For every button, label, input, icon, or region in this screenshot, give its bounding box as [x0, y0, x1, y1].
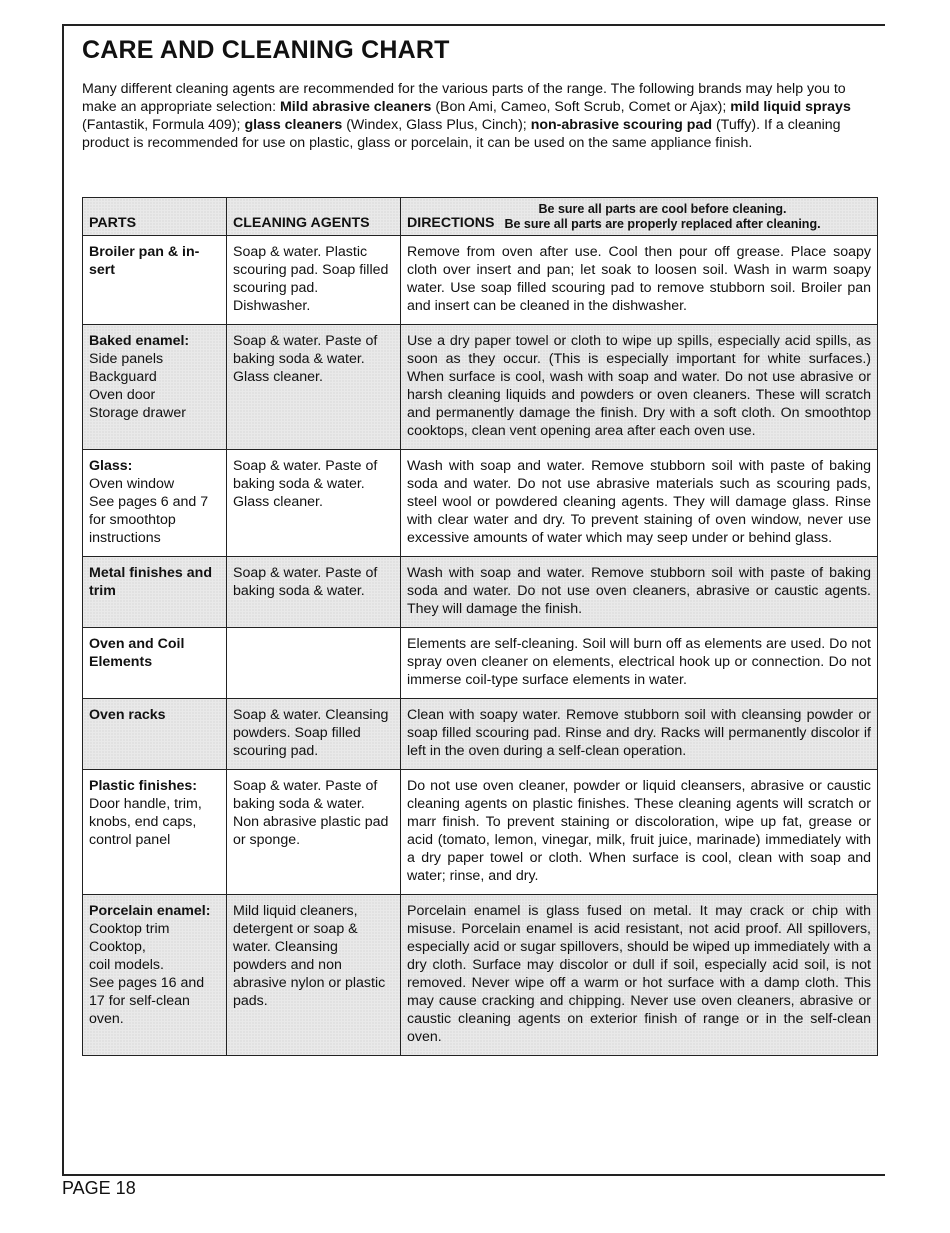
cleaning-agents-cell [227, 628, 401, 699]
cleaning-agents-cell: Soap & water. Cleansing powders. Soap filled scouring pad. [227, 699, 401, 770]
cleaning-agents-cell: Soap & water. Paste of baking soda & water. Glass cleaner. [227, 450, 401, 557]
part-item: Oven door [89, 387, 156, 403]
table-row [83, 895, 878, 1056]
top-rule [62, 24, 885, 26]
directions-cell: Remove from oven after use. Cool then pour off grease. Place soapy cloth over insert and pan; let soak to loosen soil. Wash in warm soapy water. Use soap filled scouring pad to remove stubborn soil. Broiler pan and insert can be cleaned in the dishwasher. [401, 236, 878, 325]
cleaning-agents-cell: Soap & water. Paste of baking soda & water. Glass cleaner. [227, 325, 401, 450]
part-cell [83, 628, 227, 699]
part-cell [83, 770, 227, 895]
table-row [83, 450, 878, 557]
part-name: Glass: [89, 458, 133, 474]
directions-cell: Wash with soap and water. Remove stubborn soil with paste of baking soda and water. Do not use abrasive materials such as scouring pads, steel wool or powdered cleaning agents. They will damage glass. Rinse with clear water and dry. To prevent staining of oven window, never use excessive amounts of water which may seep under or behind glass. [401, 450, 878, 557]
directions-cell: Elements are self-cleaning. Soil will burn off as elements are used. Do not spray oven cleaner on elements, electrical hook up or connection. Do not immerse coil-type surface elements in water. [401, 628, 878, 699]
directions-cell: Do not use oven cleaner, powder or liquid cleansers, abrasive or caustic cleaning agents on plastic finishes. These cleaning agents will scratch or marr finish. To prevent staining or discoloration, wipe up fat, grease or acid (tomato, lemon, vinegar, milk, fruit juice, marinade) immediately with a dry paper towel or cloth. When surface is cool, clean with soap and water; rinse, and dry. [401, 770, 878, 895]
intro-bold-glass-cleaners: glass cleaners [244, 117, 343, 133]
part-item: See pages 16 and 17 for self-clean oven. [89, 975, 205, 1027]
header-note-replaced: Be sure all parts are properly replaced after cleaning. [504, 217, 821, 231]
part-name: Oven and Coil Elements [89, 636, 185, 670]
directions-cell: Use a dry paper towel or cloth to wipe up spills, especially acid spills, as soon as they occur. (This is especially important for white surfaces.) When surface is cool, wash with soap and water. Do not use abrasive or harsh cleaning liquids and powders or oven cleaners. These will scratch and permanently damage the finish. Dry with a soft cloth. On smoothtop cooktops, clean vent opening area after each oven use. [401, 325, 878, 450]
part-item: Cooktop trim [89, 921, 170, 937]
table-row [83, 628, 878, 699]
part-cell [83, 699, 227, 770]
intro-bold-mild-abrasive: Mild abrasive cleaners [279, 99, 432, 115]
intro-bold-scouring-pad: non-abrasive scouring pad [530, 117, 713, 133]
cleaning-chart-table [82, 197, 878, 1056]
directions-cell: Wash with soap and water. Remove stubborn soil with paste of baking soda and water. Do not use oven cleaners, abrasive or caustic agents. They will damage the finish. [401, 557, 878, 628]
directions-cell: Porcelain enamel is glass fused on metal. It may crack or chip with misuse. Porcelain enamel is acid resistant, not acid proof. All spillovers, especially acid or sugar spillovers, should be wiped up immediately with a dry cloth. Surface may discolor or dull if soil, especially acid soil, is not removed. Never wipe off a warm or hot surface with a damp cloth. This may cause cracking and chipping. Never use oven cleaners, abrasive or caustic cleaning agents on exterior finish of range or in the self-clean oven. [401, 895, 878, 1056]
part-item: See pages 6 and 7 for smoothtop instructions [89, 494, 209, 546]
directions-cell: Clean with soapy water. Remove stubborn soil with cleansing powder or soap filled scouring pad. Rinse and dry. Racks will permanently discolor if left in the oven during a self-clean operation. [401, 699, 878, 770]
part-cell [83, 450, 227, 557]
table-header-row [83, 198, 878, 236]
part-cell [83, 236, 227, 325]
part-item: Door handle, trim, knobs, end caps, control panel [89, 796, 202, 848]
left-rule [62, 24, 64, 1176]
header-notes [504, 202, 820, 232]
part-cell [83, 325, 227, 450]
page-number: PAGE 18 [62, 1178, 136, 1198]
part-name: Metal finishes and trim [89, 565, 212, 599]
header-cleaning-agents: CLEANING AGENTS [227, 198, 401, 236]
table-body [83, 236, 878, 1056]
intro-text-3: (Fantastik, Formula 409); [82, 117, 245, 133]
part-name: Porcelain enamel: [89, 903, 211, 919]
table-row [83, 325, 878, 450]
part-name: Plastic finishes: [89, 778, 198, 794]
page-title: CARE AND CLEANING CHART [82, 36, 450, 64]
part-item: Backguard [89, 369, 157, 385]
table-row [83, 557, 878, 628]
header-directions: DIRECTIONS [407, 215, 495, 231]
part-item: Storage drawer [89, 405, 186, 421]
cleaning-agents-cell: Soap & water. Plastic scouring pad. Soap filled scouring pad. Dishwasher. [227, 236, 401, 325]
table-row [83, 770, 878, 895]
part-item: Oven window [89, 476, 175, 492]
part-name: Broiler pan & in-sert [89, 244, 200, 278]
cleaning-agents-cell: Soap & water. Paste of baking soda & water. Non abrasive plastic pad or sponge. [227, 770, 401, 895]
part-cell [83, 557, 227, 628]
header-directions-cell [401, 198, 878, 236]
header-note-cool: Be sure all parts are cool before cleaning. [538, 202, 787, 216]
intro-text-1: Many different cleaning agents are recommended for the various parts of the range. The following brands may help you to make an appropriate selection: [82, 81, 846, 115]
part-item: Cooktop, [89, 939, 146, 955]
intro-paragraph [82, 80, 882, 152]
bottom-rule [62, 1174, 885, 1176]
intro-text-2: (Bon Ami, Cameo, Soft Scrub, Comet or Ajax); [431, 99, 731, 115]
header-parts: PARTS [83, 198, 227, 236]
part-item: Side panels [89, 351, 164, 367]
part-name: Baked enamel: [89, 333, 190, 349]
part-item: coil models. [89, 957, 164, 973]
table-row [83, 699, 878, 770]
intro-text-5: (Tuffy). If a cleaning product is recommended for use on plastic, glass or porcelain, it can be used on the same appliance finish. [82, 117, 841, 151]
part-name: Oven racks [89, 707, 166, 723]
intro-bold-liquid-sprays: mild liquid sprays [730, 99, 851, 115]
part-cell [83, 895, 227, 1056]
cleaning-agents-cell: Mild liquid cleaners, detergent or soap & water. Cleansing powders and non abrasive nylon or plastic pads. [227, 895, 401, 1056]
table-row [83, 236, 878, 325]
intro-text-4: (Windex, Glass Plus, Cinch); [342, 117, 531, 133]
cleaning-agents-cell: Soap & water. Paste of baking soda & water. [227, 557, 401, 628]
